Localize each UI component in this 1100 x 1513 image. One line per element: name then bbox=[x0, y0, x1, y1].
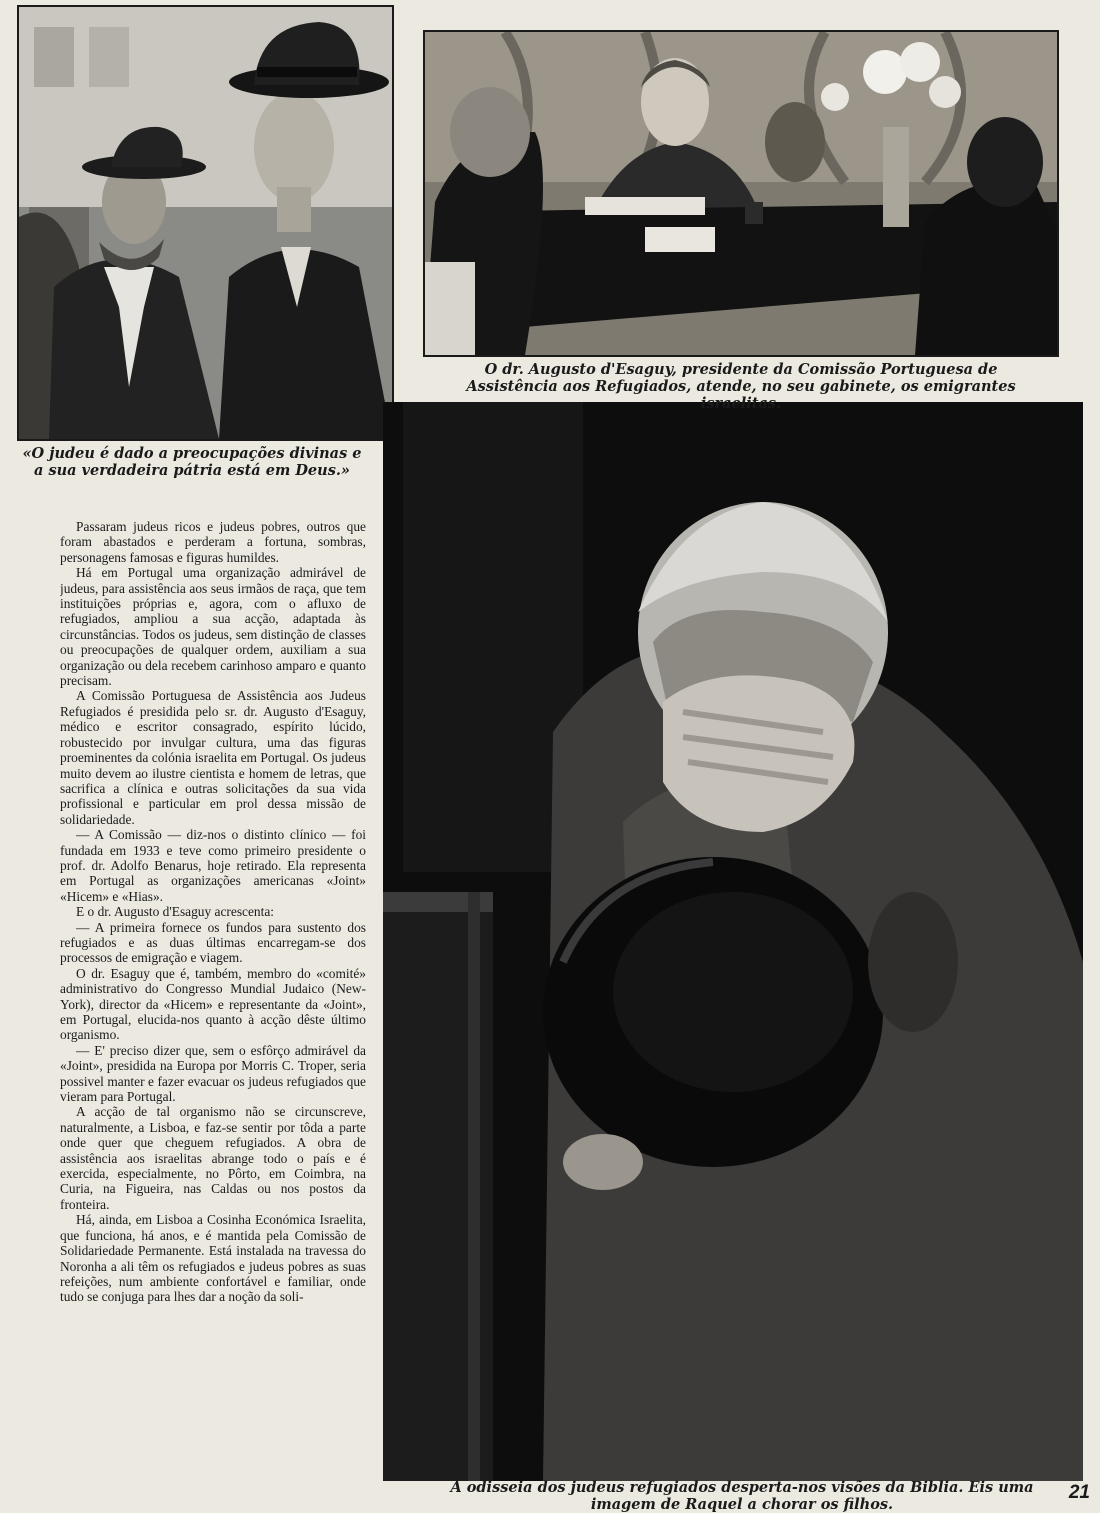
photo-office-illustration bbox=[425, 32, 1057, 355]
photo-two-men-in-hats bbox=[17, 5, 394, 441]
article-paragraph: A acção de tal organismo não se circunscreve, naturalmente, a Lisboa, e faz-se sentir por tôda a parte onde quer que cheguem refugiados. A obra de assistência aos israelitas abrange todo o país e é exercida, especialmente, no Pôrto, em Coimbra, na Curia, na Figueira, nas Caldas ou nos postos da fronteira. bbox=[60, 1104, 366, 1212]
article-paragraph: E o dr. Augusto d'Esaguy acrescenta: bbox=[76, 904, 275, 920]
article-paragraph: Passaram judeus ricos e judeus pobres, outros que foram abastados e perderam a fortuna, sombras, personagens famosas e figuras humildes. bbox=[60, 519, 366, 565]
article-paragraph: — A Comissão — diz-nos o distinto clínico — foi fundada em 1933 e teve como primeiro presidente o prof. dr. Adolfo Benarus, hoje retirado. Ela representa em Portugal as organizações americanas «Joint» «Hicem» e «Hias». bbox=[60, 827, 366, 904]
caption-top-left-photo: «O judeu é dado a preocupações divinas e a sua verdadeira pátria está em Deus.» bbox=[22, 445, 362, 479]
article-paragraph: — A primeira fornece os fundos para sustento dos refugiados e as duas últimas encarregam-se dos processos de emigração e viagem. bbox=[60, 919, 366, 966]
article-paragraph: Há em Portugal uma organização admirável de judeus, para assistência aos seus irmãos de raça, que tem instituições próprias e, agora, com o afluxo de refugiados, ampliou a sua acção, adaptada às circunstâncias. Todos os judeus, sem distinção de classes ou preocupações de qualquer ordem, auxiliam a sua organização ou dela recebem carinhoso amparo e quanto precisam. bbox=[60, 565, 366, 689]
article-text bbox=[60, 519, 366, 1479]
caption-top-right-photo: O dr. Augusto d'Esaguy, presidente da Comissão Portuguesa de Assistência aos Refugiados, atende, no seu gabinete, os emigrantes israelitas. bbox=[466, 361, 1016, 412]
article-paragraph: — E' preciso dizer que, sem o esfôrço admirável da «Joint», presidida na Europa por Morris C. Troper, seria possivel manter e fazer evacuar os judeus refugiados que vieram para Portugal. bbox=[60, 1042, 366, 1105]
photo-office-meeting bbox=[423, 30, 1059, 357]
article-paragraph: Há, ainda, em Lisboa a Cosinha Económica Israelita, que funciona, há anos, e é mantida pela Comissão de Solidariedade Permanente. Está instalada na travessa do Noronha a ali têm os refugiados e judeus pobres as suas refeições, num ambiente confortável e familiar, onde tudo se conjuga para lhes dar a noção da soli- bbox=[60, 1212, 366, 1305]
photo-weeping-man bbox=[383, 402, 1083, 1481]
photo-two-men-illustration bbox=[19, 7, 392, 439]
photo-weeping-man-illustration bbox=[383, 402, 1083, 1481]
article-paragraph: A Comissão Portuguesa de Assistência aos Judeus Refugiados é presidida pelo sr. dr. Augusto d'Esaguy, médico e escritor consagrado, espírito lúcido, robustecido por invulgar cultura, uma das figuras proeminentes da colónia israelita em Portugal. Os judeus muito devem ao ilustre cientista e homem de letras, que sacrifica a clínica e outras solicitações da sua vida profissional e particular em prol dessa missão de solidariedade. bbox=[60, 688, 366, 827]
article-paragraph: O dr. Esaguy que é, também, membro do «comité» administrativo do Congresso Mundial Judaico (New-York), director da «Hicem» e representante da «Joint», em Portugal, elucida-nos quanto à acção dêste último organismo. bbox=[60, 965, 366, 1043]
caption-large-photo: A odisseia dos judeus refugiados desperta-nos visões da Biblia. Eis uma imagem de Raquel a chorar os filhos. bbox=[450, 1479, 1034, 1513]
page-number: 21 bbox=[1068, 1482, 1090, 1503]
